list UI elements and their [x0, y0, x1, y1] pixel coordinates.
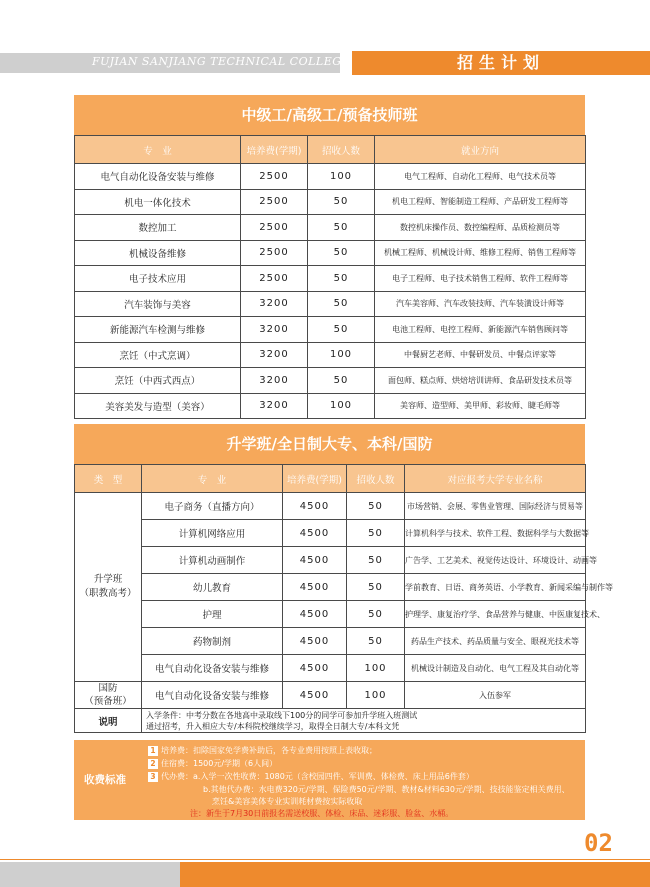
fee-cell: 4500	[283, 574, 347, 601]
direction-cell: 电池工程师、电控工程师、新能源汽车销售顾问等	[375, 317, 586, 343]
target-cell: 入伍参军	[405, 682, 586, 709]
fee-cell: 2500	[241, 164, 308, 190]
table-row	[75, 164, 586, 190]
table-row	[75, 574, 586, 601]
note-line: 入学条件：中考分数在各地高中录取线下100分的同学可参加升学班入班测试	[146, 710, 418, 720]
table-row	[75, 215, 586, 241]
quota-cell: 100	[308, 393, 375, 419]
major-cell: 机电一体化技术	[75, 189, 241, 215]
quota-cell: 50	[347, 493, 405, 520]
table-row	[75, 682, 586, 709]
fee-cell: 4500	[283, 628, 347, 655]
fee-text: 代办费：a.入学一次性收费：1080元（含校园四件、军训费、体检费、床上用品6件套）	[161, 772, 474, 781]
col-header-quota: 招收人数	[347, 465, 405, 493]
col-header-direction: 就业方向	[375, 136, 586, 164]
table-row	[75, 342, 586, 368]
direction-cell: 电气工程师、自动化工程师、电气技术员等	[375, 164, 586, 190]
footer-grey-bar	[0, 862, 180, 887]
major-cell: 汽车装饰与美容	[75, 291, 241, 317]
major-cell: 护理	[142, 601, 283, 628]
major-cell: 数控加工	[75, 215, 241, 241]
note-label: 说明	[75, 709, 142, 733]
table-row	[75, 493, 586, 520]
col-header-fee: 培养费(学期)	[241, 136, 308, 164]
direction-cell: 汽车美容师、汽车改装技师、汽车装潢设计师等	[375, 291, 586, 317]
direction-cell: 机电工程师、智能制造工程师、产品研发工程师等	[375, 189, 586, 215]
section2-title: 升学班/全日制大专、本科/国防	[74, 424, 585, 464]
note-cell	[142, 709, 586, 733]
target-cell: 药品生产技术、药品质量与安全、眼视光技术等	[405, 628, 586, 655]
quota-cell: 100	[347, 655, 405, 682]
note-row	[75, 709, 586, 733]
quota-cell: 50	[308, 266, 375, 292]
target-cell: 机械设计制造及自动化、电气工程及其自动化等	[405, 655, 586, 682]
fee-note-red: 注：新生于7月30日前报名需送校服、体检、床品、迷彩服、脸盆、水桶。	[190, 809, 454, 818]
major-cell: 计算机网络应用	[142, 520, 283, 547]
col-header-fee: 培养费(学期)	[283, 465, 347, 493]
direction-cell: 美容师、造型师、美甲师、彩妆师、睫毛师等	[375, 393, 586, 419]
table-row	[75, 368, 586, 394]
table-row	[75, 189, 586, 215]
fee-cell: 3200	[241, 291, 308, 317]
table-header-row	[75, 136, 586, 164]
fee-line	[148, 771, 474, 782]
section2-table	[74, 464, 613, 733]
page-number: 02	[584, 829, 613, 857]
target-cell: 学前教育、日语、商务英语、小学教育、新闻采编与制作等	[405, 574, 586, 601]
table-row	[75, 317, 586, 343]
direction-cell: 中餐厨艺老师、中餐研发员、中餐点评家等	[375, 342, 586, 368]
badge-2: 2	[148, 759, 158, 769]
type-cell-shengxue: 升学班 （职教高考）	[75, 493, 142, 682]
major-cell: 烹饪（中西式西点）	[75, 368, 241, 394]
table-row	[75, 266, 586, 292]
fee-cell: 3200	[241, 368, 308, 394]
note-line: 通过招考，升入相应大专/本科院校继续学习，取得全日制大专/本科文凭	[146, 721, 400, 731]
direction-cell: 电子工程师、电子技术销售工程师、软件工程师等	[375, 266, 586, 292]
table-row	[75, 520, 586, 547]
major-cell: 电气自动化设备安装与维修	[142, 655, 283, 682]
table-row	[75, 547, 586, 574]
quota-cell: 50	[308, 317, 375, 343]
major-cell: 机械设备维修	[75, 240, 241, 266]
fee-cell: 4500	[283, 520, 347, 547]
table-row	[75, 393, 586, 419]
table-row	[75, 655, 586, 682]
fee-cell: 3200	[241, 393, 308, 419]
direction-cell: 面包师、糕点师、烘焙培训讲师、食品研发技术员等	[375, 368, 586, 394]
fee-text: b.其他代办费：水电费320元/学期、保险费50元/学期、教材&材料630元/学期、技技能鉴定相关费用、	[203, 785, 570, 794]
major-cell: 新能源汽车检测与维修	[75, 317, 241, 343]
quota-cell: 50	[308, 215, 375, 241]
quota-cell: 50	[347, 601, 405, 628]
major-cell: 电气自动化设备安装与维修	[75, 164, 241, 190]
college-english-name: FUJIAN SANJIANG TECHNICAL COLLEGE	[92, 55, 351, 68]
fee-cell: 4500	[283, 493, 347, 520]
section1-table	[74, 135, 586, 419]
footer-divider	[0, 859, 650, 860]
major-cell: 美容美发与造型（美容）	[75, 393, 241, 419]
target-cell: 护理学、康复治疗学、食品营养与健康、中医康复技术、	[405, 601, 586, 628]
quota-cell: 50	[347, 520, 405, 547]
quota-cell: 50	[347, 547, 405, 574]
quota-cell: 50	[308, 189, 375, 215]
quota-cell: 100	[308, 164, 375, 190]
major-cell: 电子商务（直播方向）	[142, 493, 283, 520]
fee-cell: 2500	[241, 215, 308, 241]
section1-title: 中级工/高级工/预备技师班	[74, 95, 585, 135]
page-title: 招生计划	[456, 53, 545, 72]
fee-line	[148, 758, 277, 769]
major-cell: 幼儿教育	[142, 574, 283, 601]
major-cell: 电气自动化设备安装与维修	[142, 682, 283, 709]
table-row	[75, 628, 586, 655]
table-row	[75, 601, 586, 628]
fee-text: 住宿费：1500元/学期（6人间）	[161, 759, 278, 768]
badge-1: 1	[148, 746, 158, 756]
fee-cell: 2500	[241, 189, 308, 215]
col-header-target: 对应报考大学专业名称	[405, 465, 586, 493]
fee-cell: 4500	[283, 682, 347, 709]
target-cell: 计算机科学与技术、软件工程、数据科学与大数据等	[405, 520, 586, 547]
quota-cell: 50	[308, 368, 375, 394]
fee-cell: 4500	[283, 601, 347, 628]
fee-cell: 4500	[283, 655, 347, 682]
quota-cell: 100	[308, 342, 375, 368]
quota-cell: 100	[347, 682, 405, 709]
major-cell: 药物制剂	[142, 628, 283, 655]
fee-cell: 2500	[241, 240, 308, 266]
badge-3: 3	[148, 772, 158, 782]
fee-cell: 3200	[241, 342, 308, 368]
col-header-type: 类 型	[75, 465, 142, 493]
fee-cell: 3200	[241, 317, 308, 343]
quota-cell: 50	[308, 291, 375, 317]
col-header-quota: 招收人数	[308, 136, 375, 164]
fee-label: 收费标准	[84, 774, 126, 786]
target-cell: 市场营销、会展、零售业管理、国际经济与贸易等	[405, 493, 586, 520]
major-cell: 电子技术应用	[75, 266, 241, 292]
footer-orange-bar	[180, 862, 650, 887]
fee-line	[148, 745, 377, 756]
fee-text: 烹饪&美容美体专业实训耗材费按实际收取	[212, 797, 363, 806]
quota-cell: 50	[347, 574, 405, 601]
table-row	[75, 240, 586, 266]
table-header-row	[75, 465, 586, 493]
col-header-major: 专 业	[142, 465, 283, 493]
major-cell: 计算机动画制作	[142, 547, 283, 574]
direction-cell: 数控机床操作员、数控编程师、品质检测员等	[375, 215, 586, 241]
fee-text: 培养费：扣除国家免学费补助后，各专业费用按照上表收取；	[161, 746, 377, 755]
quota-cell: 50	[347, 628, 405, 655]
fee-cell: 2500	[241, 266, 308, 292]
major-cell: 烹饪（中式烹调）	[75, 342, 241, 368]
table-row	[75, 291, 586, 317]
col-header-major: 专 业	[75, 136, 241, 164]
type-cell-guofang: 国防 （预备班）	[75, 682, 142, 709]
direction-cell: 机械工程师、机械设计师、维修工程师、销售工程师等	[375, 240, 586, 266]
fee-cell: 4500	[283, 547, 347, 574]
quota-cell: 50	[308, 240, 375, 266]
target-cell: 广告学、工艺美术、视觉传达设计、环境设计、动画等	[405, 547, 586, 574]
